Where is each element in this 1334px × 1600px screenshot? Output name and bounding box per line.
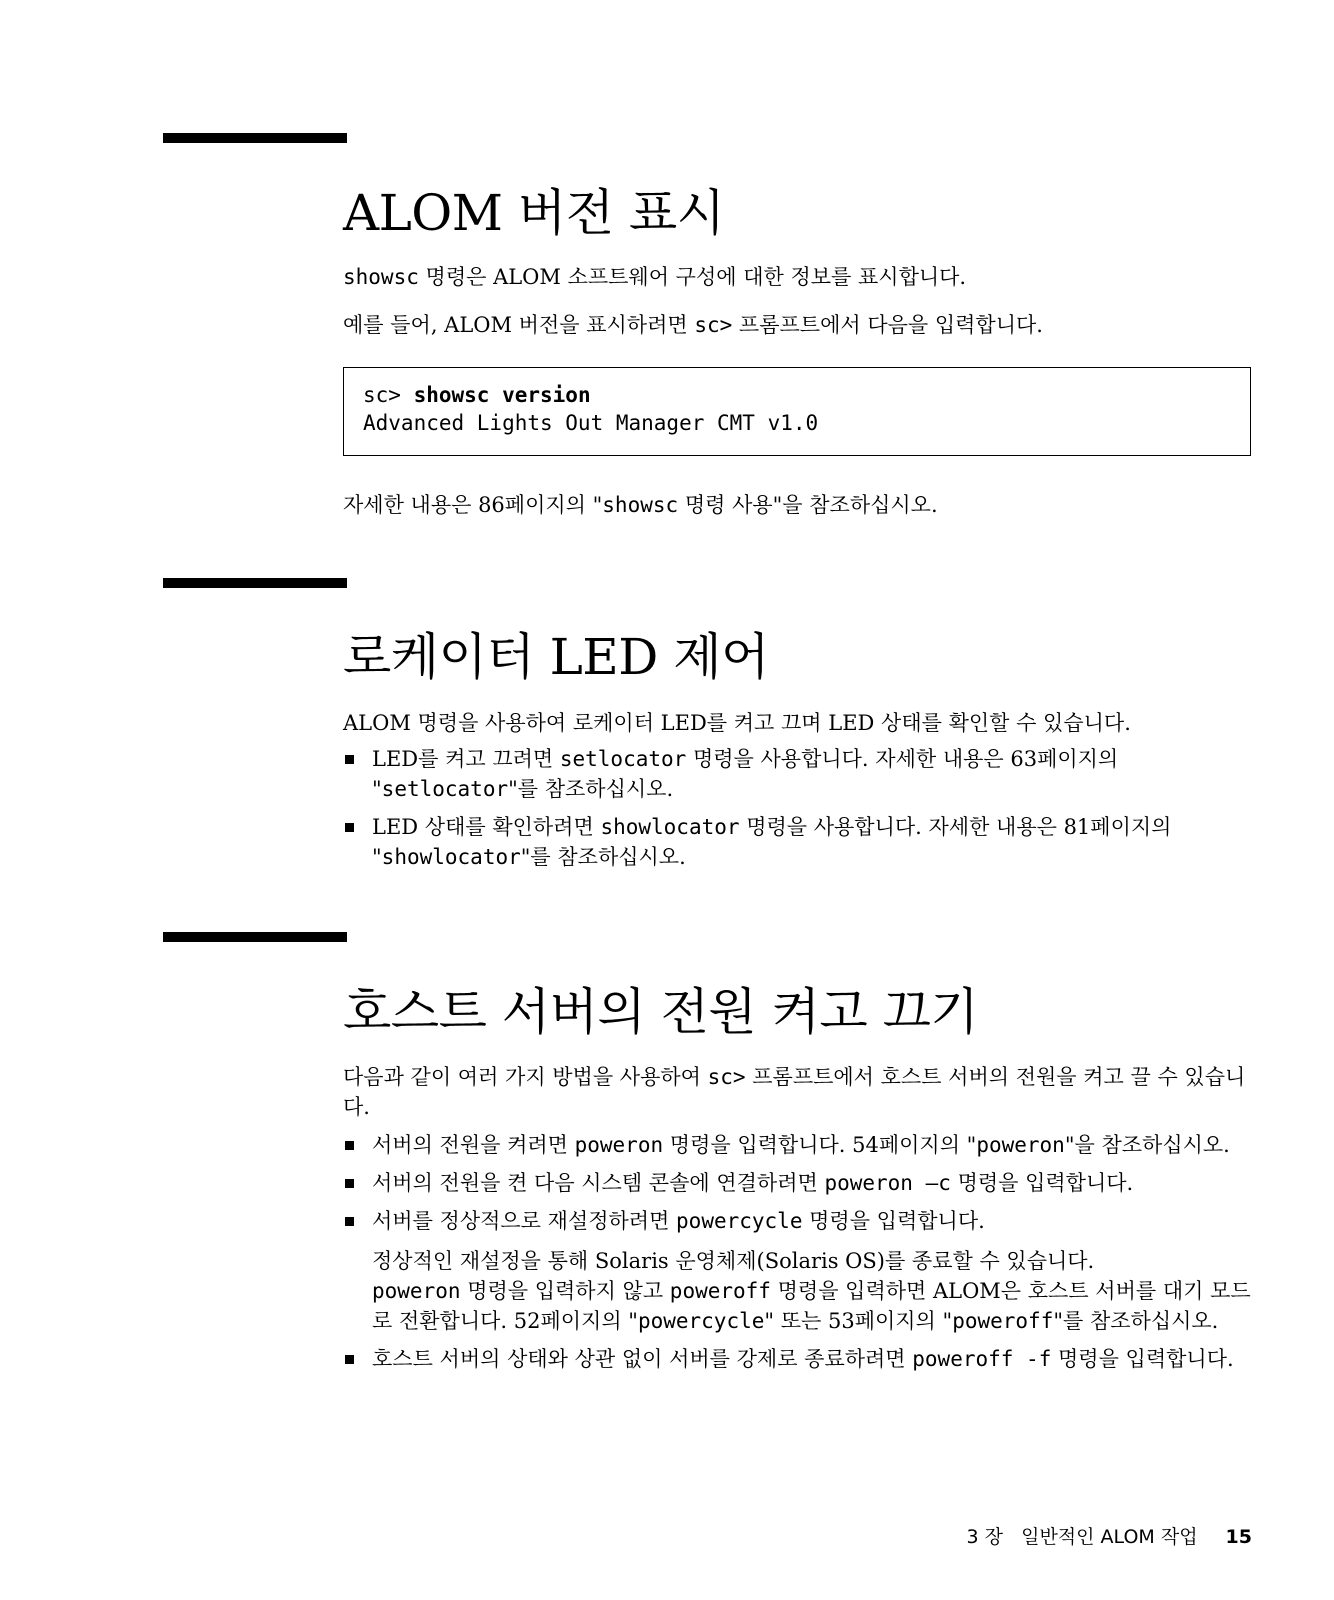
section-rule	[163, 133, 347, 143]
code-block	[343, 367, 1251, 456]
section-rule	[163, 932, 347, 942]
section1-reference	[343, 490, 1253, 520]
bullet-icon	[345, 1179, 354, 1188]
code-line: Advanced Lights Out Manager CMT v1.0	[363, 411, 819, 435]
paragraph: 예를 들어, ALOM 버전을 표시하려면 sc> 프롬프트에서 다음을 입력합니다.	[343, 313, 1043, 337]
section3-body	[343, 1062, 1253, 1374]
section-title: 호스트 서버의 전원 켜고 끄기	[343, 983, 979, 1041]
section-alom-version	[343, 183, 1253, 243]
list-item: 호스트 서버의 상태와 상관 없이 서버를 강제로 종료하려면 poweroff -f 명령을 입력합니다.	[343, 1344, 1253, 1374]
paragraph: ALOM 명령을 사용하여 로케이터 LED를 켜고 끄며 LED 상태를 확인할 수 있습니다.	[343, 711, 1131, 735]
section2-body	[343, 708, 1253, 872]
bullet-icon	[345, 1141, 354, 1150]
section-locator-led	[343, 627, 1253, 687]
list-item: 서버의 전원을 켜려면 poweron 명령을 입력합니다. 54페이지의 "poweron"을 참조하십시오.	[343, 1130, 1253, 1160]
bullet-icon	[345, 823, 354, 832]
page-footer	[966, 1522, 1252, 1549]
list-item: 서버를 정상적으로 재설정하려면 powercycle 명령을 입력합니다. 정상적인 재설정을 통해 Solaris 운영체제(Solaris OS)를 종료할 수 있습니다. poweron 명령을 입력하지 않고 poweroff 명령을 입력하면 ALOM은 호스트 서버를 대기 모드로 전환합니다. 52페이지의 "powercycle" 또는 53페이지의 "poweroff"를 참조하십시오.	[343, 1206, 1253, 1336]
page-number: 15	[1225, 1526, 1252, 1548]
chapter-label: 3 장 일반적인 ALOM 작업	[966, 1526, 1198, 1548]
paragraph: 다음과 같이 여러 가지 방법을 사용하여 sc> 프롬프트에서 호스트 서버의 전원을 켜고 끌 수 있습니다.	[343, 1065, 1246, 1119]
paragraph: showsc 명령은 ALOM 소프트웨어 구성에 대한 정보를 표시합니다.	[343, 265, 967, 289]
section-host-power	[343, 982, 1253, 1042]
list-item-detail: 정상적인 재설정을 통해 Solaris 운영체제(Solaris OS)를 종료할 수 있습니다. poweron 명령을 입력하지 않고 poweroff 명령을 입력하면 ALOM은 호스트 서버를 대기 모드로 전환합니다. 52페이지의 "powercycle" 또는 53페이지의 "poweroff"를 참조하십시오.	[372, 1249, 1251, 1333]
list-item: LED를 켜고 끄려면 setlocator 명령을 사용합니다. 자세한 내용은 63페이지의 "setlocator"를 참조하십시오.	[343, 744, 1253, 804]
paragraph: 자세한 내용은 86페이지의 "showsc 명령 사용"을 참조하십시오.	[343, 493, 938, 517]
section-rule	[163, 578, 347, 588]
bullet-icon	[345, 755, 354, 764]
section-title: 로케이터 LED 제어	[343, 628, 769, 686]
bullet-icon	[345, 1355, 354, 1364]
bullet-list	[343, 744, 1253, 872]
section-title: ALOM 버전 표시	[343, 184, 725, 242]
bullet-list	[343, 1130, 1253, 1374]
list-item: LED 상태를 확인하려면 showlocator 명령을 사용합니다. 자세한 내용은 81페이지의 "showlocator"를 참조하십시오.	[343, 812, 1253, 872]
list-item: 서버의 전원을 켠 다음 시스템 콘솔에 연결하려면 poweron –c 명령을 입력합니다.	[343, 1168, 1253, 1198]
code-line: sc> showsc version	[363, 383, 591, 407]
bullet-icon	[345, 1217, 354, 1226]
section1-body	[343, 262, 1253, 340]
